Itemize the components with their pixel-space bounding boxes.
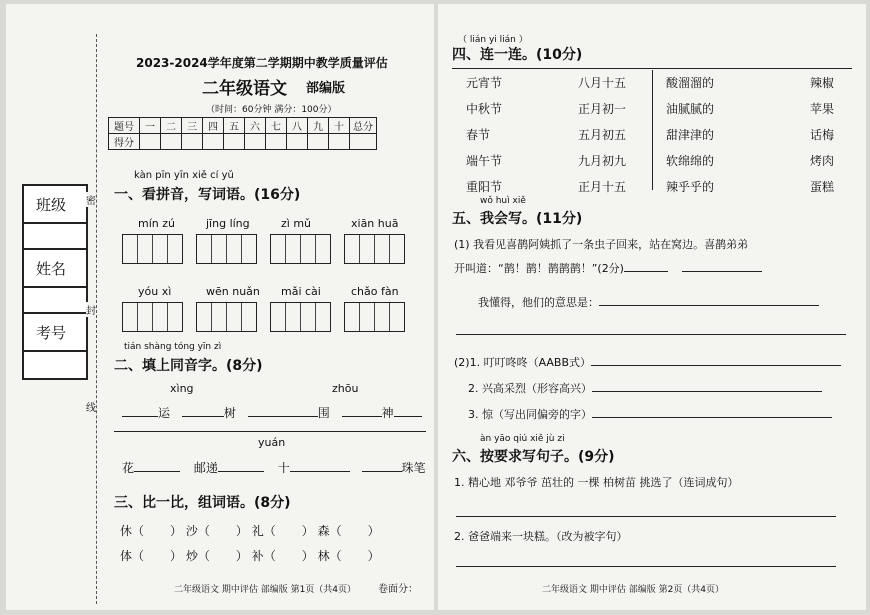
answer-blank[interactable] <box>592 391 822 392</box>
section2-title: 二、填上同音字。(8分) <box>114 358 263 374</box>
score-header: 八 <box>287 118 308 134</box>
score-cell[interactable] <box>140 134 161 150</box>
section3-title: 三、比一比，组词语。(8分) <box>114 495 291 511</box>
q1-prompt: 我懂得，他们的意思是： <box>478 296 599 309</box>
food-word: 烤肉 <box>810 154 835 168</box>
section4-ruby: （ lián yi lián ） <box>458 35 528 45</box>
score-header: 九 <box>308 118 329 134</box>
exam-title: 2023-2024学年度第二学期期中教学质量评估 <box>136 56 388 70</box>
class-label: 班级 <box>36 196 67 214</box>
left-page <box>6 4 434 610</box>
compare-char: 炒（ <box>185 549 210 563</box>
compare-close: ） <box>170 524 183 538</box>
festival-date: 正月十五 <box>578 180 627 194</box>
exam-no-field[interactable] <box>22 350 88 380</box>
answer-blank[interactable] <box>122 416 158 417</box>
answer-blank[interactable] <box>182 416 224 417</box>
homophone-pinyin: zhōu <box>332 382 359 395</box>
festival: 春节 <box>466 128 491 142</box>
homophone-word: 神 <box>381 406 394 420</box>
compare-char: 休（ <box>120 524 145 538</box>
footer-score-label: 卷面分： <box>378 584 418 595</box>
score-cell[interactable] <box>245 134 266 150</box>
section1-ruby: kàn pīn yīn xiě cí yǔ <box>134 170 234 181</box>
section4-title: 四、连一连。(10分) <box>452 47 583 63</box>
answer-blank[interactable] <box>394 416 422 417</box>
q4-text <box>468 406 832 422</box>
homophone-pinyin: xìng <box>170 382 194 395</box>
score-row-label: 得分 <box>109 134 140 150</box>
answer-blank[interactable] <box>218 471 264 472</box>
food-word: 辣椒 <box>810 76 835 90</box>
festival: 元宵节 <box>466 76 503 90</box>
q6-1-text: 1. 精心地 邓爷爷 茁壮的 一棵 柏树苗 挑选了（连词成句） <box>454 476 739 489</box>
score-cell[interactable] <box>266 134 287 150</box>
compare-char: 林（ <box>317 549 342 563</box>
festival: 中秋节 <box>466 102 503 116</box>
exam-no-label: 考号 <box>36 324 67 342</box>
pinyin-word: chǎo fàn <box>351 285 399 298</box>
score-cell[interactable] <box>161 134 182 150</box>
time-info: （时间：60分钟 满分：100分） <box>206 105 337 115</box>
answer-blank[interactable] <box>682 271 762 272</box>
class-box <box>22 184 88 226</box>
taste-word: 甜津津的 <box>666 128 715 142</box>
grade-subject: 二年级语文 <box>202 79 287 99</box>
festival-date: 八月十五 <box>578 76 627 90</box>
score-header: 四 <box>203 118 224 134</box>
compare-row-1 <box>120 522 380 539</box>
score-header: 十 <box>329 118 350 134</box>
writing-grid[interactable] <box>344 234 405 264</box>
compare-close: ） <box>235 524 248 538</box>
homophone-row-2 <box>122 459 426 476</box>
section5-ruby: wǒ huì xiě <box>480 196 526 206</box>
compare-close: ） <box>301 524 314 538</box>
section4-divider <box>652 70 653 190</box>
footer-right: 二年级语文 期中评估 部编版 第2页（共4页） <box>542 585 725 595</box>
q4-label: 3. 惊（写出同偏旁的字） <box>468 408 592 421</box>
writing-grid[interactable] <box>344 302 405 332</box>
homophone-pinyin: yuán <box>258 436 286 449</box>
homophone-word: 十 <box>277 461 290 475</box>
pinyin-word: zì mǔ <box>281 217 312 230</box>
score-cell[interactable] <box>350 134 377 150</box>
name-box <box>22 248 88 290</box>
compare-row-2 <box>120 547 380 564</box>
compare-close: ） <box>235 549 248 563</box>
pinyin-word: yóu xì <box>138 285 172 298</box>
score-cell[interactable] <box>224 134 245 150</box>
pinyin-word: xiān huā <box>351 217 399 230</box>
compare-close: ） <box>367 549 380 563</box>
writing-grid[interactable] <box>270 302 331 332</box>
festival: 端午节 <box>466 154 503 168</box>
seal-char-3: 线 <box>86 399 96 414</box>
seal-char-1: 密 <box>86 192 96 207</box>
exam-no-box <box>22 312 88 354</box>
q6-2-text: 2. 爸爸端来一块糕。（改为被字句） <box>454 530 628 543</box>
taste-word: 酸溜溜的 <box>666 76 715 90</box>
writing-grid[interactable] <box>196 302 257 332</box>
section4-top-rule <box>452 68 852 69</box>
section1-title: 一、看拼音，写词语。(16分) <box>114 187 301 203</box>
q1-text: (1) 我看见喜鹊阿姨抓了一条虫子回来，站在窝边。喜鹊弟弟 <box>454 238 749 251</box>
answer-blank[interactable] <box>592 417 832 418</box>
compare-char: 沙（ <box>185 524 210 538</box>
compare-char: 森（ <box>317 524 342 538</box>
q1-text-3 <box>478 294 819 310</box>
food-word: 苹果 <box>810 102 835 116</box>
pinyin-word: jīng líng <box>206 217 250 230</box>
compare-close: ） <box>170 549 183 563</box>
answer-blank[interactable] <box>591 365 841 366</box>
taste-word: 软绵绵的 <box>666 154 715 168</box>
score-header: 三 <box>182 118 203 134</box>
homophone-word: 树 <box>223 406 236 420</box>
answer-blank[interactable] <box>624 271 668 272</box>
answer-blank[interactable] <box>362 471 402 472</box>
score-header: 二 <box>161 118 182 134</box>
writing-grid[interactable] <box>196 234 257 264</box>
section6-ruby: àn yāo qiú xiě jù zi <box>480 434 565 444</box>
score-cell[interactable] <box>182 134 203 150</box>
answer-blank[interactable] <box>290 471 350 472</box>
score-cell[interactable] <box>308 134 329 150</box>
writing-grid[interactable] <box>122 302 183 332</box>
homophone-word: 花 <box>122 461 135 475</box>
food-word: 蛋糕 <box>810 180 835 194</box>
pinyin-word: mín zú <box>138 217 175 230</box>
festival-date: 五月初五 <box>578 128 627 142</box>
homophone-word: 围 <box>317 406 330 420</box>
section5-title: 五、我会写。(11分) <box>452 211 583 227</box>
festival-date: 九月初九 <box>578 154 627 168</box>
festival-date: 正月初一 <box>578 102 627 116</box>
answer-blank[interactable] <box>599 305 819 306</box>
answer-blank[interactable] <box>248 416 318 417</box>
score-cell[interactable] <box>203 134 224 150</box>
compare-close: ） <box>367 524 380 538</box>
writing-grid[interactable] <box>270 234 331 264</box>
score-header: 总分 <box>350 118 377 134</box>
edition-label: 部编版 <box>306 81 346 96</box>
score-value-row <box>109 134 377 150</box>
score-header: 五 <box>224 118 245 134</box>
answer-blank[interactable] <box>134 471 180 472</box>
compare-char: 补（ <box>251 549 276 563</box>
writing-grid[interactable] <box>122 234 183 264</box>
seal-line <box>96 34 97 604</box>
homophone-row-1 <box>122 404 422 421</box>
score-header: 题号 <box>109 118 140 134</box>
answer-line[interactable] <box>456 334 846 335</box>
score-header: 一 <box>140 118 161 134</box>
score-table <box>108 117 377 150</box>
q2-label: (2)1. 叮叮咚咚（AABB式） <box>454 356 592 369</box>
taste-word: 油腻腻的 <box>666 102 715 116</box>
compare-char: 体（ <box>120 549 145 563</box>
answer-line[interactable] <box>456 516 836 517</box>
score-header-row <box>109 118 377 134</box>
festival: 重阳节 <box>466 180 503 194</box>
score-header: 七 <box>266 118 287 134</box>
score-cell[interactable] <box>287 134 308 150</box>
pinyin-word: wēn nuǎn <box>206 285 260 298</box>
homophone-word: 运 <box>158 406 171 420</box>
seal-char-2: 封 <box>86 302 96 317</box>
q1-quote: 开叫道：“鹊！鹊！鹊鹊鹊！”(2分) <box>454 262 624 275</box>
footer-left: 二年级语文 期中评估 部编版 第1页（共4页） <box>174 585 357 595</box>
answer-line[interactable] <box>456 566 836 567</box>
homophone-word: 邮递 <box>193 461 218 475</box>
q3-label: 2. 兴高采烈（形容高兴） <box>468 382 592 395</box>
food-word: 话梅 <box>810 128 835 142</box>
score-header: 六 <box>245 118 266 134</box>
q3-text <box>468 380 822 396</box>
compare-char: 礼（ <box>251 524 276 538</box>
name-label: 姓名 <box>36 260 67 278</box>
q2-text <box>454 354 841 370</box>
right-page <box>438 4 866 610</box>
section2-divider <box>114 431 426 432</box>
section2-ruby: tián shàng tóng yīn zì <box>124 342 222 352</box>
taste-word: 辣乎乎的 <box>666 180 715 194</box>
q1-text-2 <box>454 260 762 276</box>
section6-title: 六、按要求写句子。(9分) <box>452 449 615 465</box>
score-cell[interactable] <box>329 134 350 150</box>
pinyin-word: mǎi cài <box>281 285 321 298</box>
answer-blank[interactable] <box>342 416 382 417</box>
compare-close: ） <box>301 549 314 563</box>
homophone-word: 珠笔 <box>401 461 426 475</box>
